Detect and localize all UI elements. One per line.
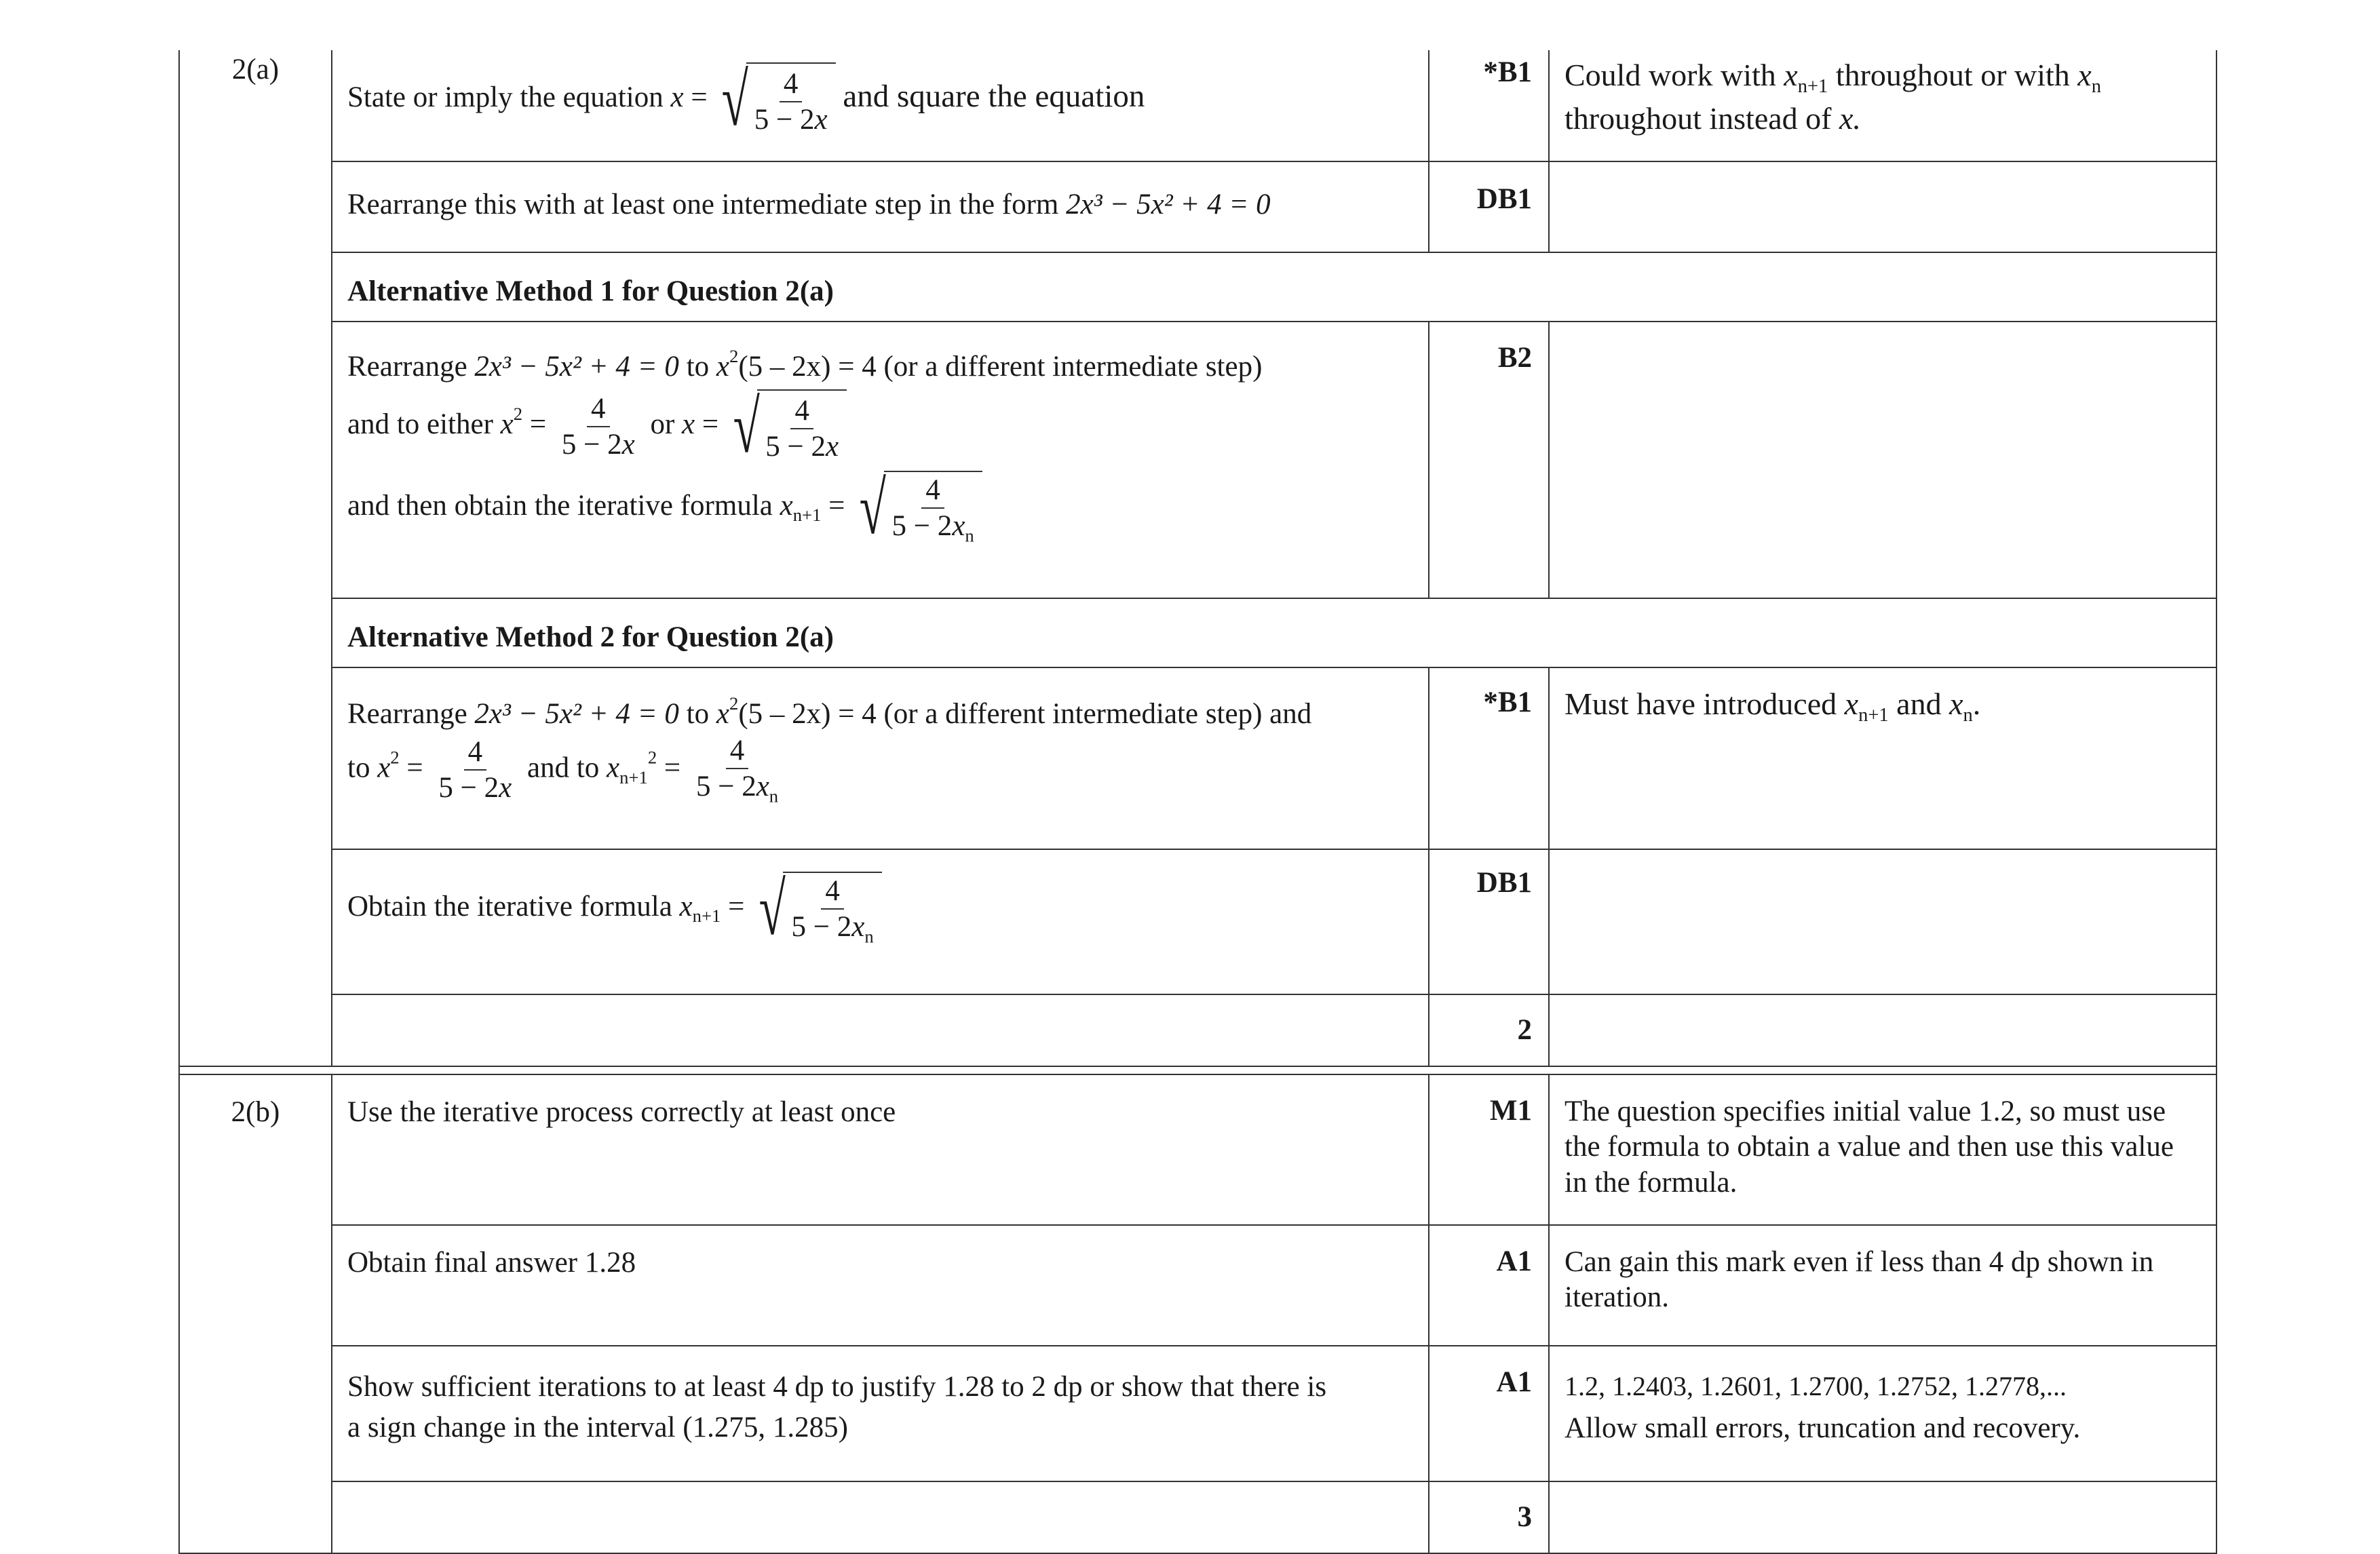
math-var: x bbox=[607, 752, 620, 784]
section-heading bbox=[332, 252, 2216, 322]
math-var: x bbox=[716, 697, 729, 730]
answer-text: Rearrange this with at least one intermediate step in the form bbox=[347, 189, 1067, 220]
question-number: 2(b) bbox=[179, 1074, 332, 1553]
answer-text: to bbox=[678, 350, 716, 383]
subscript: n+1 bbox=[619, 766, 648, 788]
sqrt-expression: √ $\frac{4}{5 - 2x}$ bbox=[714, 62, 835, 137]
cubic-equation: 2x³ − 5x² + 4 = 0 bbox=[474, 350, 679, 383]
table-row bbox=[179, 598, 2216, 667]
answer-text: Obtain the iterative formula bbox=[347, 890, 680, 922]
mark-code: A1 bbox=[1429, 1225, 1549, 1346]
answer-text: a sign change in the interval (1.275, 1.285) bbox=[347, 1412, 848, 1444]
answer-text: and then obtain the iterative formula bbox=[347, 489, 780, 522]
guidance-text: Can gain this mark even if less than 4 dp shown in iteration. bbox=[1565, 1246, 2154, 1314]
answer-text: Use the iterative process correctly at least once bbox=[347, 1096, 896, 1128]
math-var: x bbox=[756, 770, 769, 802]
guidance-text: x. bbox=[1839, 100, 1861, 136]
mark-code: B2 bbox=[1429, 322, 1549, 598]
table-row bbox=[179, 322, 2216, 598]
frac-num: 4 bbox=[726, 735, 749, 769]
subscript: n bbox=[769, 785, 779, 807]
math-var: x bbox=[952, 510, 965, 543]
sqrt-expression: √ $\frac{4}{5 - 2x}$ bbox=[726, 389, 847, 464]
math-var: x bbox=[679, 890, 693, 922]
table-row bbox=[179, 161, 2216, 252]
frac-num: 4 bbox=[790, 395, 813, 429]
total-marks: 3 bbox=[1429, 1481, 1549, 1553]
math-var: x bbox=[1784, 58, 1798, 92]
math-var: x bbox=[499, 772, 512, 804]
guidance-cell bbox=[1549, 667, 2216, 849]
answer-text: Obtain final answer 1.28 bbox=[347, 1247, 636, 1279]
answer-cell bbox=[332, 849, 1429, 994]
superscript: 2 bbox=[390, 747, 400, 768]
guidance-text: Must have introduced bbox=[1565, 686, 1845, 721]
guidance-cell bbox=[1549, 161, 2216, 252]
sqrt-expression: √ $\frac{4}{5 - 2x_n}$ bbox=[752, 872, 882, 946]
answer-cell bbox=[332, 994, 1429, 1066]
answer-text: and square the equation bbox=[843, 78, 1145, 114]
fraction bbox=[434, 737, 516, 803]
answer-cell bbox=[332, 50, 1429, 161]
subscript: n+1 bbox=[1797, 75, 1828, 97]
answer-cell bbox=[332, 322, 1429, 598]
answer-cell bbox=[332, 161, 1429, 252]
frac-num: 4 bbox=[780, 69, 803, 102]
subscript: n+1 bbox=[1858, 704, 1889, 726]
math-var: x bbox=[670, 81, 684, 113]
frac-den: 5 − 2 bbox=[765, 430, 826, 463]
frac-num: 4 bbox=[821, 876, 844, 910]
math-var: x bbox=[2077, 58, 2092, 92]
math-var: x bbox=[500, 408, 514, 440]
frac-den: 5 − 2 bbox=[561, 428, 622, 461]
total-marks: 2 bbox=[1429, 994, 1549, 1066]
math-var: x bbox=[377, 752, 391, 784]
answer-text: Show sufficient iterations to at least 4 dp to justify 1.28 to 2 dp or show that there is bbox=[347, 1371, 1327, 1403]
table-row bbox=[179, 252, 2216, 322]
answer-text: and to bbox=[520, 752, 607, 784]
math-var: x bbox=[682, 408, 695, 440]
question-number: 2(a) bbox=[179, 50, 332, 1066]
separator-cell bbox=[179, 1066, 2216, 1074]
mark-code: *B1 bbox=[1429, 50, 1549, 161]
answer-text: (5 – 2x) = 4 (or a different intermediate step) and bbox=[738, 697, 1312, 730]
answer-cell bbox=[332, 1074, 1429, 1225]
math-op: = bbox=[695, 408, 726, 440]
guidance-text: Could work with bbox=[1565, 58, 1784, 92]
frac-num: 4 bbox=[464, 737, 487, 771]
superscript: 2 bbox=[647, 747, 657, 768]
table-row bbox=[179, 1346, 2216, 1481]
math-var: x bbox=[716, 350, 729, 383]
subscript: n bbox=[965, 525, 974, 546]
answer-cell bbox=[332, 1346, 1429, 1481]
table-row bbox=[179, 1225, 2216, 1346]
mark-code: M1 bbox=[1429, 1074, 1549, 1225]
math-var: x bbox=[851, 911, 865, 944]
sqrt-expression: √ $\frac{4}{5 - 2x_n}$ bbox=[852, 471, 982, 545]
answer-text: Rearrange bbox=[347, 697, 475, 730]
cubic-equation: 2x³ − 5x² + 4 = 0 bbox=[474, 697, 679, 730]
math-op: = bbox=[821, 489, 853, 522]
subscript: n bbox=[1963, 704, 1973, 726]
cubic-equation: 2x³ − 5x² + 4 = 0 bbox=[1066, 189, 1271, 220]
answer-cell bbox=[332, 667, 1429, 849]
guidance-text: throughout or with bbox=[1828, 58, 2078, 92]
guidance-text: The question specifies initial value 1.2, so must use the formula to obtain a value and then use this value in the formula. bbox=[1565, 1095, 2174, 1199]
guidance-cell bbox=[1549, 1481, 2216, 1553]
math-op: = bbox=[399, 752, 431, 784]
table-row bbox=[179, 994, 2216, 1066]
guidance-text: Allow small errors, truncation and recovery. bbox=[1565, 1412, 2081, 1445]
superscript: 2 bbox=[513, 403, 523, 424]
guidance-cell bbox=[1549, 1074, 2216, 1225]
math-var: x bbox=[621, 428, 635, 461]
answer-text: Rearrange bbox=[347, 350, 475, 383]
answer-text: and to either bbox=[347, 408, 501, 440]
math-var: x bbox=[1844, 686, 1859, 721]
frac-num: 4 bbox=[921, 475, 944, 509]
mark-code: DB1 bbox=[1429, 849, 1549, 994]
math-var: x bbox=[814, 104, 828, 136]
answer-cell bbox=[332, 1225, 1429, 1346]
frac-den: 5 − 2 bbox=[891, 510, 953, 543]
subscript: n+1 bbox=[792, 504, 822, 525]
math-op: = bbox=[657, 752, 688, 784]
math-op: = bbox=[683, 81, 715, 113]
guidance-cell bbox=[1549, 1225, 2216, 1346]
fraction bbox=[558, 393, 639, 460]
guidance-text: throughout instead of bbox=[1565, 100, 1839, 136]
frac-den: 5 − 2 bbox=[791, 911, 852, 944]
answer-text: to bbox=[678, 697, 716, 730]
answer-cell bbox=[332, 1481, 1429, 1553]
heading-text: Alternative Method 1 for Question 2(a) bbox=[347, 275, 834, 307]
superscript: 2 bbox=[729, 693, 739, 714]
heading-text: Alternative Method 2 for Question 2(a) bbox=[347, 621, 834, 653]
guidance-cell bbox=[1549, 322, 2216, 598]
section-heading bbox=[332, 598, 2216, 667]
frac-den: 5 − 2 bbox=[438, 772, 499, 804]
guidance-cell bbox=[1549, 849, 2216, 994]
answer-text: to bbox=[347, 752, 378, 784]
table-row bbox=[179, 50, 2216, 161]
frac-den: 5 − 2 bbox=[754, 104, 815, 136]
math-op: = bbox=[721, 890, 752, 922]
mark-code: A1 bbox=[1429, 1346, 1549, 1481]
subscript: n bbox=[2091, 75, 2101, 97]
answer-text: (5 – 2x) = 4 (or a different intermediate step) bbox=[738, 350, 1263, 383]
math-var: x bbox=[780, 489, 793, 522]
guidance-text: and bbox=[1888, 686, 1950, 721]
guidance-text: . bbox=[1972, 686, 1981, 721]
guidance-cell bbox=[1549, 994, 2216, 1066]
table-row bbox=[179, 1074, 2216, 1225]
subscript: n bbox=[864, 926, 874, 947]
math-var: x bbox=[1949, 686, 1963, 721]
guidance-cell bbox=[1549, 1346, 2216, 1481]
table-row bbox=[179, 667, 2216, 849]
mark-code: *B1 bbox=[1429, 667, 1549, 849]
table-row bbox=[179, 849, 2216, 994]
math-op: = bbox=[522, 408, 554, 440]
math-var: x bbox=[826, 430, 839, 463]
superscript: 2 bbox=[729, 346, 739, 366]
frac-den: 5 − 2 bbox=[695, 770, 756, 802]
table-row bbox=[179, 1481, 2216, 1553]
frac-num: 4 bbox=[587, 393, 610, 427]
fraction bbox=[692, 735, 782, 805]
answer-text: or bbox=[642, 408, 683, 440]
mark-code: DB1 bbox=[1429, 161, 1549, 252]
question-separator bbox=[179, 1066, 2216, 1074]
guidance-text: 1.2, 1.2403, 1.2601, 1.2700, 1.2752, 1.2778,... bbox=[1565, 1371, 2067, 1401]
guidance-cell bbox=[1549, 50, 2216, 161]
subscript: n+1 bbox=[692, 906, 721, 927]
mark-scheme-table bbox=[178, 50, 2217, 1554]
answer-text: State or imply the equation bbox=[347, 81, 671, 113]
